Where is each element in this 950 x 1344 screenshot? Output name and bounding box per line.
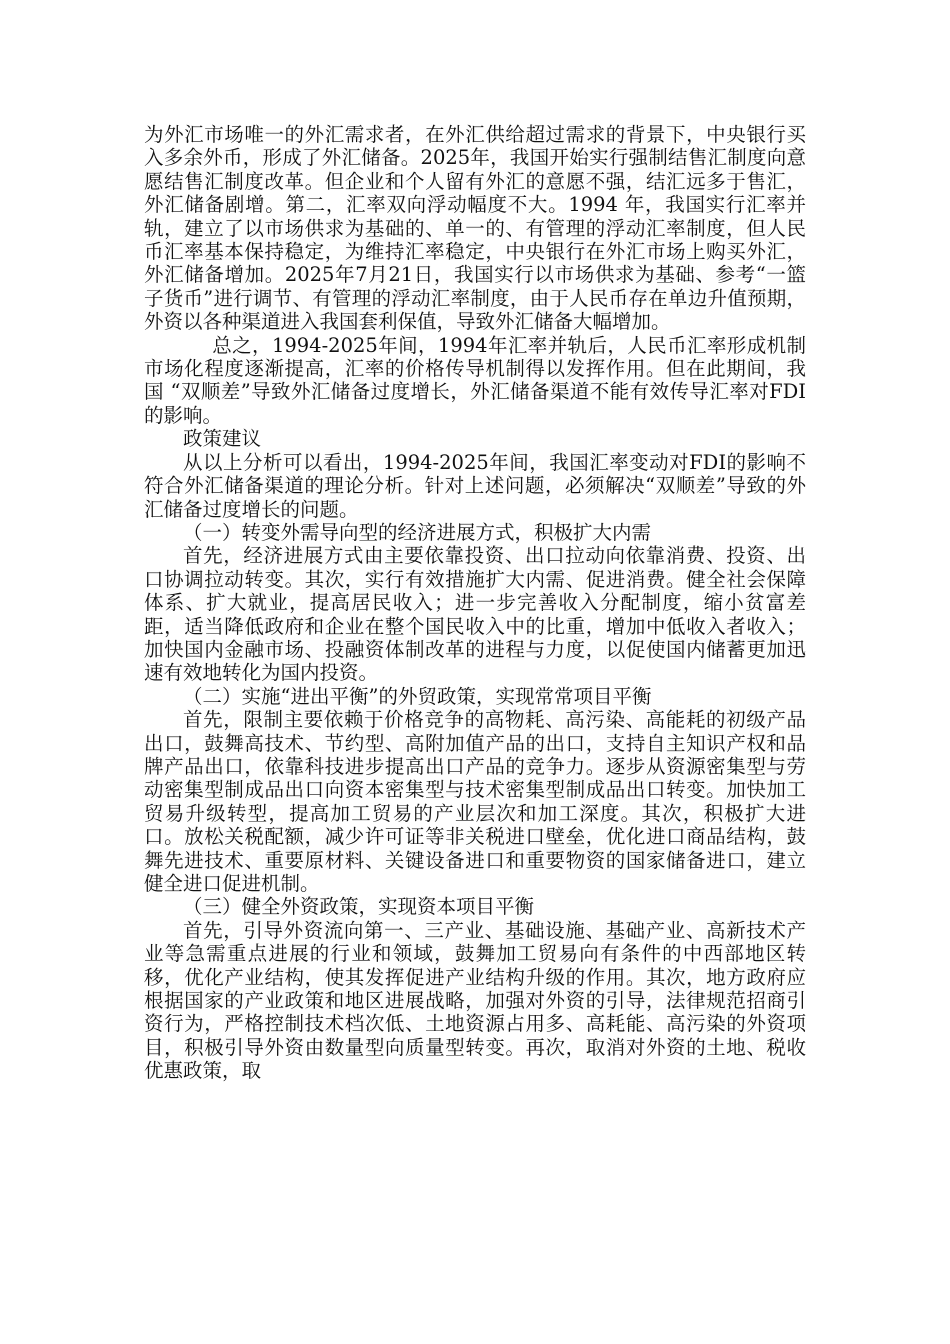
paragraph-trade-policy: 首先，限制主要依赖于价格竞争的高物耗、高污染、高能耗的初级产品出口，鼓舞高技术、节约型、高附加值产品的出口，支持自主知识产权和品牌产品出口，依靠科技进步提高出口产品的竞争力。逐步从资源密集型与劳动密集型制成品出口向资本密集型与技术密集型制成品出口转变。加快加工贸易升级转型，提高加工贸易的产业层次和加工深度。其次，积极扩大进口。放松关税配额，减少许可证等非关税进口壁垒，优化进口商品结构，鼓舞先进技术、重要原材料、关键设备进口和重要物资的国家储备进口，建立健全进口促进机制。 xyxy=(144,708,806,895)
paragraph-domestic-demand: 首先，经济进展方式由主要依靠投资、出口拉动向依靠消费、投资、出口协调拉动转变。其次，实行有效措施扩大内需、促进消费。健全社会保障体系、扩大就业，提高居民收入；进一步完善收入分配制度，缩小贫富差距，适当降低政府和企业在整个国民收入中的比重，增加中低收入者收入；加快国内金融市场、投融资体制改革的进程与力度，以促使国内储蓄更加迅速有效地转化为国内投资。 xyxy=(144,544,806,685)
paragraph-foreign-investment: 首先，引导外资流向第一、三产业、基础设施、基础产业、高新技术产业等急需重点进展的行业和领域，鼓舞加工贸易向有条件的中西部地区转移，优化产业结构，使其发挥促进产业结构升级的作用。其次，地方政府应根据国家的产业政策和地区进展战略，加强对外资的引导，法律规范招商引资行为，严格控制技术档次低、土地资源占用多、高耗能、高污染的外资项目，积极引导外资由数量型向质量型转变。再次，取消对外资的土地、税收优惠政策，取 xyxy=(144,918,806,1083)
paragraph-analysis: 从以上分析可以看出，1994-2025年间，我国汇率变动对FDI的影响不符合外汇储备渠道的理论分析。针对上述问题，必须解决“双顺差”导致的外汇储备过度增长的问题。 xyxy=(144,450,806,521)
paragraph-continued: 为外汇市场唯一的外汇需求者，在外汇供给超过需求的背景下，中央银行买入多余外币，形成了外汇储备。2025年，我国开始实行强制结售汇制度向意愿结售汇制度改革。但企业和个人留有外汇的意愿不强，结汇远多于售汇，外汇储备剧增。第二，汇率双向浮动幅度不大。1994 年，我国实行汇率并轨，建立了以市场供求为基础的、单一的、有管理的浮动汇率制度，但人民币汇率基本保持稳定，为维持汇率稳定，中央银行在外汇市场上购买外汇，外汇储备增加。2025年7月21日，我国实行以市场供求为基础、参考“一篮子货币”进行调节、有管理的浮动汇率制度，由于人民币存在单边升值预期，外资以各种渠道进入我国套利保值，导致外汇储备大幅增加。 xyxy=(144,123,806,334)
subheading-2: （二）实施“进出平衡”的外贸政策，实现常常项目平衡 xyxy=(183,684,652,708)
paragraph-summary: 总之，1994-2025年间，1994年汇率并轨后，人民币汇率形成机制市场化程度逐渐提高，汇率的价格传导机制得以发挥作用。但在此期间，我国 “双顺差”导致外汇储备过度增长，外汇储备渠道不能有效传导汇率对FDI的影响。 xyxy=(144,333,806,427)
subheading-1: （一）转变外需导向型的经济进展方式，积极扩大内需 xyxy=(183,520,652,544)
section-heading-policy: 政策建议 xyxy=(183,427,262,451)
document-body xyxy=(144,123,806,1083)
subheading-3: （三）健全外资政策，实现资本项目平衡 xyxy=(183,895,535,919)
